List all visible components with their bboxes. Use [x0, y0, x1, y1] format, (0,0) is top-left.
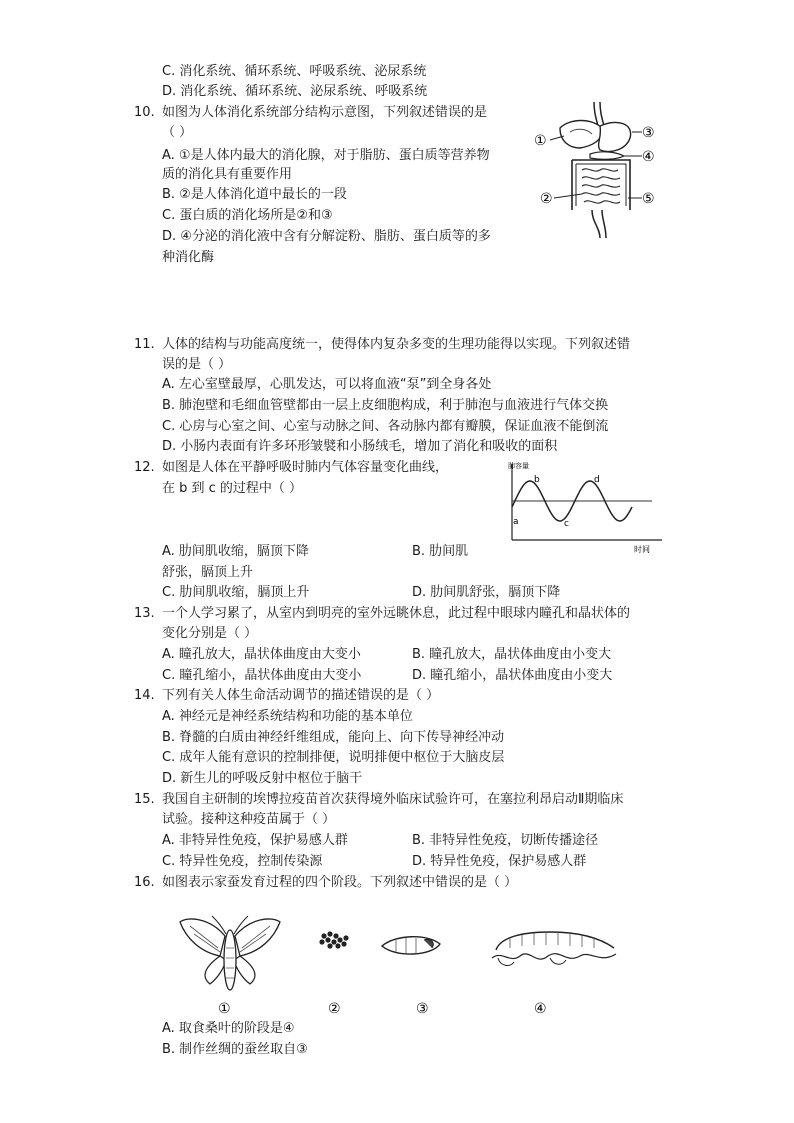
label-4: ④: [642, 149, 655, 165]
graph-ylabel: 肺容量: [508, 462, 529, 470]
q13-stem-cont: 变化分别是（ ）: [162, 626, 258, 641]
point-a-label: a: [513, 517, 519, 527]
q11-option-d: D. 小肠内表面有许多环形皱襞和小肠绒毛，增加了消化和吸收的面积: [162, 439, 558, 454]
q11-stem: 人体的结构与功能高度统一，使得体内复杂多变的生理功能得以实现。下列叙述错: [162, 337, 631, 352]
stage-label-3: ③: [416, 1001, 429, 1017]
point-b-label: b: [534, 475, 540, 485]
q11-option-b: B. 肺泡壁和毛细血管壁都由一层上皮细胞构成，利于肺泡与血液进行气体交换: [162, 398, 609, 413]
q11-stem-cont: 误的是（ ）: [162, 357, 232, 372]
label-3: ③: [642, 125, 655, 141]
q16-stem: 如图表示家蚕发育过程的四个阶段。下列叙述中错误的是（ ）: [162, 875, 518, 890]
label-5: ⑤: [642, 191, 655, 207]
q15-option-b: B. 非特异性免疫，切断传播途径: [412, 833, 599, 848]
q12-option-c: C. 肋间肌收缩，膈顶上升: [162, 585, 310, 600]
q15-stem: 我国自主研制的埃博拉疫苗首次获得境外临床试验许可，在塞拉利昂启动Ⅱ期临床: [162, 792, 624, 807]
q10-option-c: C. 蛋白质的消化场所是②和③: [162, 208, 333, 223]
pupa-illustration: [382, 937, 440, 954]
lung-volume-graph: [502, 458, 674, 554]
q14-option-a: A. 神经元是神经系统结构和功能的基本单位: [162, 709, 413, 724]
label-1: ①: [534, 133, 547, 149]
q14-number: 14.: [134, 688, 155, 703]
q13-stem: 一个人学习累了，从室内到明亮的室外远眺休息，此过程中眼球内瞳孔和晶状体的: [162, 606, 631, 621]
q12-stem: 如图是人体在平静呼吸时肺内气体容量变化曲线，: [162, 460, 449, 475]
q12-stem-cont: 在 b 到 c 的过程中（ ）: [162, 481, 303, 496]
q11-option-c: C. 心房与心室之间、心室与动脉之间、各动脉内都有瓣膜，保证血液不能倒流: [162, 419, 609, 434]
q16-number: 16.: [134, 875, 155, 890]
q10-option-a-cont: 质的消化具有重要作用: [162, 167, 293, 182]
q11-number: 11.: [134, 337, 155, 352]
q13-option-c: C. 瞳孔缩小，晶状体曲度由大变小: [162, 668, 362, 683]
q12-option-b-cont: 舒张，膈顶上升: [162, 565, 254, 580]
silkworm-stages-figure: [170, 908, 640, 1020]
q16-option-a: A. 取食桑叶的阶段是④: [162, 1021, 295, 1036]
q9-option-d: D. 消化系统、循环系统、泌尿系统、呼吸系统: [162, 84, 428, 99]
q13-option-b: B. 瞳孔放大，晶状体曲度由小变大: [412, 647, 612, 662]
q10-option-d: D. ④分泌的消化液中含有分解淀粉、脂肪、蛋白质等的多: [162, 229, 491, 244]
stage-label-1: ①: [218, 1001, 231, 1017]
q15-option-a: A. 非特异性免疫，保护易感人群: [162, 833, 348, 848]
eggs-illustration: [319, 931, 348, 948]
q12-option-a: A. 肋间肌收缩，膈顶下降: [162, 544, 309, 559]
point-c-label: c: [564, 519, 569, 529]
q11-option-a: A. 左心室壁最厚，心肌发达，可以将血液“泵”到全身各处: [162, 377, 492, 392]
q14-option-b: B. 脊髓的白质由神经纤维组成，能向上、向下传导神经冲动: [162, 730, 505, 745]
q14-option-d: D. 新生儿的呼吸反射中枢位于脑干: [162, 771, 363, 786]
q13-option-d: D. 瞳孔缩小，晶状体曲度由小变大: [412, 668, 613, 683]
q14-stem: 下列有关人体生命活动调节的描述错误的是（ ）: [162, 688, 440, 703]
stage-label-2: ②: [328, 1001, 341, 1017]
q10-answer-paren: （ ）: [162, 125, 193, 140]
q15-stem-cont: 试验。接种这种疫苗属于（ ）: [162, 812, 336, 827]
q14-option-c: C. 成年人能有意识的控制排便，说明排便中枢位于大脑皮层: [162, 750, 505, 765]
q10-option-b: B. ②是人体消化道中最长的一段: [162, 187, 347, 202]
q15-number: 15.: [134, 792, 155, 807]
q15-option-c: C. 特异性免疫，控制传染源: [162, 854, 323, 869]
q10-number: 10.: [134, 105, 155, 120]
q13-option-a: A. 瞳孔放大，晶状体曲度由大变小: [162, 647, 361, 662]
larva-illustration: [492, 932, 616, 965]
digestive-system-diagram: [530, 98, 670, 242]
q9-option-c: C. 消化系统、循环系统、呼吸系统、泌尿系统: [162, 64, 427, 79]
point-d-label: d: [594, 475, 600, 485]
q16-option-b: B. 制作丝绸的蚕丝取自③: [162, 1042, 308, 1057]
q12-option-b: B. 肋间肌: [412, 544, 469, 559]
q10-stem: 如图为人体消化系统部分结构示意图，下列叙述错误的是: [162, 105, 488, 120]
q10-option-d-cont: 种消化酶: [162, 250, 215, 265]
q12-number: 12.: [134, 460, 155, 475]
stage-label-4: ④: [534, 1001, 547, 1017]
q13-number: 13.: [134, 606, 155, 621]
q10-option-a: A. ①是人体内最大的消化腺，对于脂肪、蛋白质等营养物: [162, 148, 490, 163]
label-2: ②: [540, 191, 553, 207]
graph-xlabel: 时间: [634, 545, 650, 554]
q15-option-d: D. 特异性免疫，保护易感人群: [412, 854, 587, 869]
q12-option-d: D. 肋间肌舒张，膈顶下降: [412, 585, 561, 600]
moth-illustration: [180, 916, 280, 990]
